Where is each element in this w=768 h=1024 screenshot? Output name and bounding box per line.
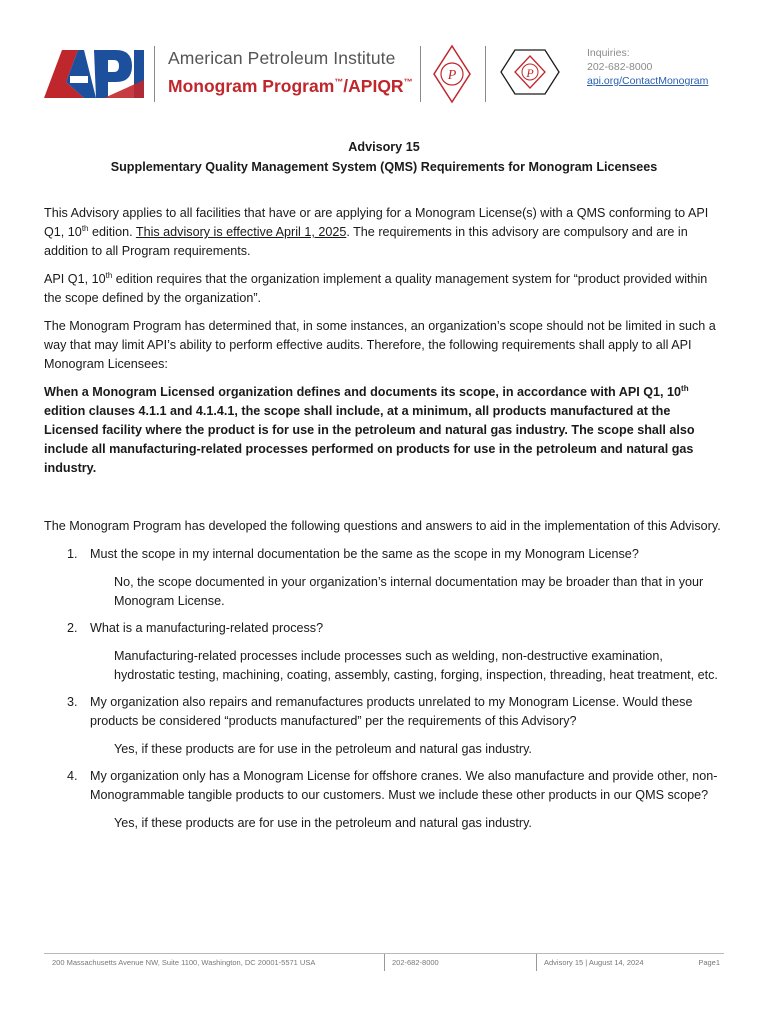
qa-question: What is a manufacturing-related process?	[90, 621, 324, 635]
paragraph-scope-determination: The Monogram Program has determined that, in some instances, an organization’s scope should not be limited in such a way that may limit API’s ability to perform effective audits. Therefore, the following requirements shall apply to all API Monogram Licensees:	[44, 319, 716, 371]
qa-answer: No, the scope documented in your organization’s internal documentation may be broader than that in your Monogram License.	[114, 575, 704, 608]
document-body	[44, 204, 726, 841]
qa-item: 2. What is a manufacturing-related process? Manufacturing-related processes include processes such as welding, non-destructive examination, hydrostatic testing, machining, coating, assembly, casting, forging, inspection, threading, heat treatment, etc.	[44, 619, 726, 685]
inquiries-phone: 202-682-8000	[587, 61, 653, 73]
document-title	[0, 137, 768, 177]
qa-answer: Manufacturing-related processes include processes such as welding, non-destructive examination, hydrostatic testing, machining, coating, assembly, casting, forging, inspection, threading, heat treatment, etc.	[114, 649, 718, 682]
program-name: Monogram Program™/APIQR™	[168, 76, 413, 96]
contact-monogram-link[interactable]: api.org/ContactMonogram	[587, 75, 709, 87]
page-footer	[44, 953, 724, 972]
advisory-subtitle: Supplementary Quality Management System (QMS) Requirements for Monogram Licensees	[110, 160, 658, 174]
paragraph-qa-intro: The Monogram Program has developed the following questions and answers to aid in the implementation of this Advisory.	[44, 519, 721, 533]
page-header	[44, 40, 728, 110]
qa-question: My organization only has a Monogram License for offshore cranes. We also manufacture and provide other, non-Monogrammable tangible products to our customers. Must we include these other products in our QMS scope?	[90, 769, 718, 802]
api-logo	[44, 44, 144, 100]
api-monogram-seal-icon	[432, 44, 472, 104]
inquiries-label: Inquiries:	[587, 47, 630, 59]
footer-address: 200 Massachusetts Avenue NW, Suite 1100, Washington, DC 20001-5571 USA	[52, 958, 316, 967]
qa-question: Must the scope in my internal documentation be the same as the scope in my Monogram License?	[90, 547, 639, 561]
paragraph-scope-requirement: When a Monogram Licensed organization defines and documents its scope, in accordance with API Q1, 10th edition clauses 4.1.1 and 4.1.4.1, the scope shall include, at a minimum, all products manufactured at the Licensed facility where the product is for use in the petroleum and natural gas industry. The scope shall also include all manufacturing-related processes performed on products for use in the petroleum and natural gas industry.	[44, 384, 695, 475]
inquiries-block	[587, 46, 708, 88]
paragraph-applicability: This Advisory applies to all facilities that have or are applying for a Monogram License(s) with a QMS conforming to API Q1, 10th edition. This advisory is effective April 1, 2025. The requirements in this advisory are compulsory and are in addition to all Program requirements.	[44, 206, 709, 258]
qa-item: 3. My organization also repairs and remanufactures products unrelated to my Monogram License. Would these products be considered “products manufactured” per the requirements of this Advisory? Yes, if these products are for use in the petroleum and natural gas industry.	[44, 693, 726, 759]
qa-answer: Yes, if these products are for use in the petroleum and natural gas industry.	[114, 742, 532, 756]
advisory-number: Advisory 15	[348, 140, 420, 154]
footer-phone: 202-682-8000	[392, 958, 439, 967]
svg-text:P: P	[526, 66, 534, 80]
qa-list	[44, 545, 726, 833]
qa-question: My organization also repairs and remanufactures products unrelated to my Monogram License. Would these products be considered “products manufactured” per the requirements of this Advisory?	[90, 695, 693, 728]
apiqr-monogram-seal-icon	[499, 46, 561, 104]
qa-item: 4. My organization only has a Monogram License for offshore cranes. We also manufacture and provide other, non-Monogrammable tangible products to our customers. Must we include these other products in our QMS scope? Yes, if these products are for use in the petroleum and natural gas industry.	[44, 767, 726, 833]
org-name: American Petroleum Institute	[168, 48, 396, 68]
qa-item: 1. Must the scope in my internal documentation be the same as the scope in my Monogram License? No, the scope documented in your organization’s internal documentation may be broader than that in your Monogram License.	[44, 545, 726, 611]
footer-doc-info: Advisory 15 | August 14, 2024	[544, 958, 644, 967]
qa-answer: Yes, if these products are for use in the petroleum and natural gas industry.	[114, 816, 532, 830]
footer-page-number: Page1	[698, 958, 720, 967]
paragraph-q1-requirement: API Q1, 10th edition requires that the organization implement a quality management system for “product provided within the scope defined by the organization”.	[44, 271, 708, 305]
svg-text:P: P	[447, 68, 457, 83]
